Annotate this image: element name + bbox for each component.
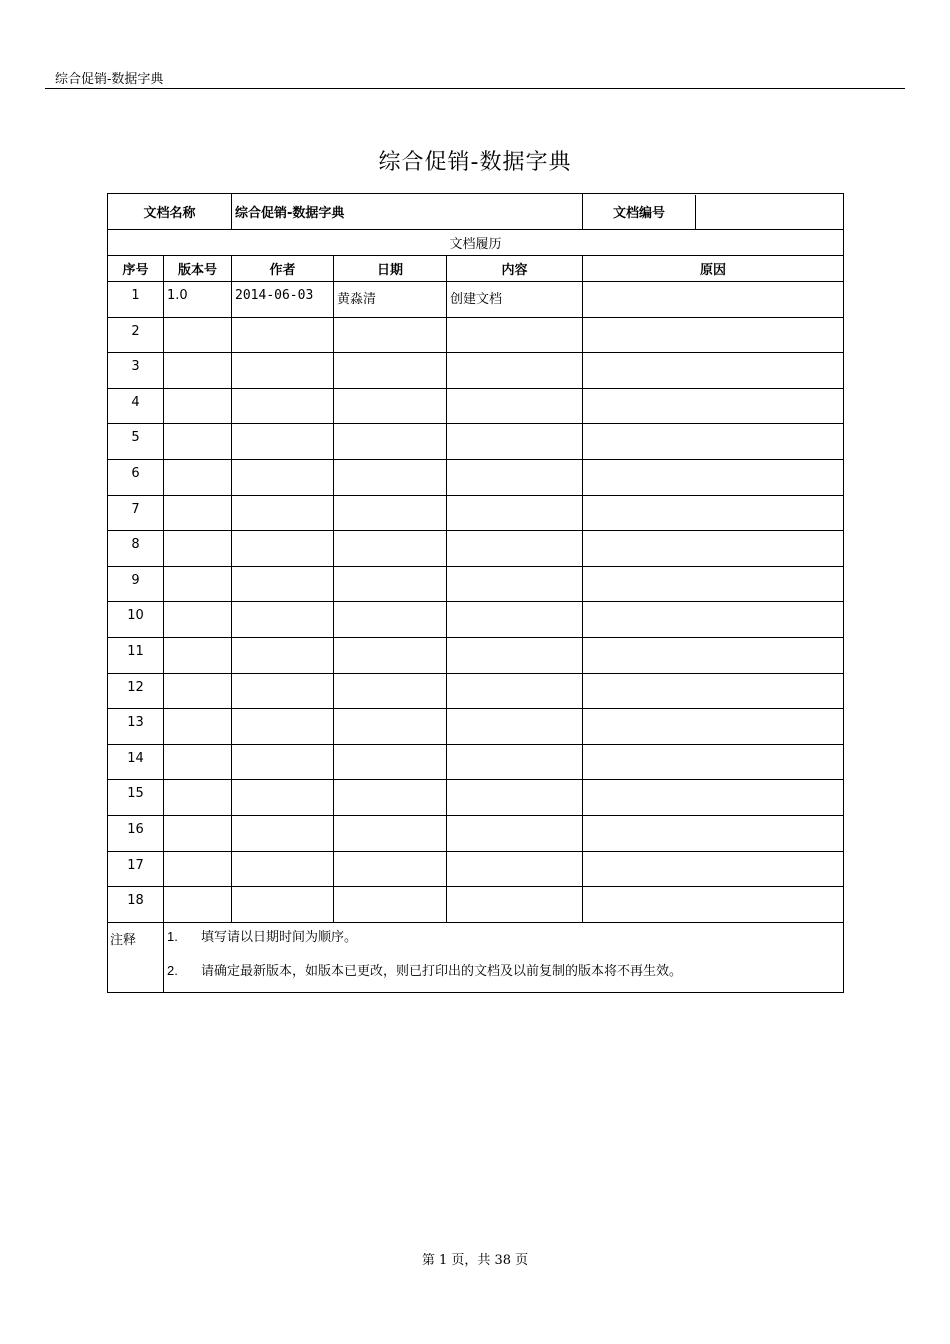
cell-date — [334, 317, 447, 353]
table-row — [108, 566, 844, 602]
cell-seq: 11 — [108, 637, 164, 673]
cell-content — [447, 673, 583, 709]
col-header-seq: 序号 — [108, 256, 164, 282]
table-row — [108, 424, 844, 460]
document-history-table — [107, 193, 844, 993]
col-header-version: 版本号 — [164, 256, 232, 282]
cell-date — [334, 744, 447, 780]
table-row — [108, 887, 844, 923]
notes-label: 注释 — [108, 922, 164, 992]
cell-date — [334, 495, 447, 531]
cell-reason — [583, 602, 844, 638]
cell-content — [447, 744, 583, 780]
doc-number-value — [696, 195, 843, 229]
notes-row — [108, 922, 844, 992]
cell-date — [334, 815, 447, 851]
cell-author — [232, 459, 334, 495]
cell-reason — [583, 815, 844, 851]
cell-reason — [583, 887, 844, 923]
cell-seq: 9 — [108, 566, 164, 602]
cell-reason — [583, 780, 844, 816]
history-caption-row — [108, 230, 844, 256]
cell-version — [164, 637, 232, 673]
note-item — [164, 957, 843, 991]
cell-reason — [583, 388, 844, 424]
cell-version — [164, 744, 232, 780]
cell-author — [232, 353, 334, 389]
cell-seq: 8 — [108, 531, 164, 567]
cell-content — [447, 317, 583, 353]
cell-date — [334, 424, 447, 460]
table-row — [108, 602, 844, 638]
table-row — [108, 317, 844, 353]
cell-seq: 6 — [108, 459, 164, 495]
cell-seq: 4 — [108, 388, 164, 424]
cell-seq: 18 — [108, 887, 164, 923]
cell-date — [334, 531, 447, 567]
note-item — [164, 923, 843, 957]
cell-reason — [583, 495, 844, 531]
doc-number-cell — [583, 194, 844, 230]
cell-seq: 12 — [108, 673, 164, 709]
cell-content — [447, 637, 583, 673]
cell-date — [334, 673, 447, 709]
col-header-date: 日期 — [334, 256, 447, 282]
cell-date — [334, 851, 447, 887]
cell-seq: 5 — [108, 424, 164, 460]
cell-seq: 17 — [108, 851, 164, 887]
cell-author — [232, 709, 334, 745]
cell-version — [164, 815, 232, 851]
cell-author — [232, 815, 334, 851]
notes-cell — [164, 922, 844, 992]
cell-date — [334, 388, 447, 424]
header-divider — [45, 88, 905, 89]
table-row — [108, 815, 844, 851]
table-row — [108, 709, 844, 745]
cell-version — [164, 851, 232, 887]
cell-seq: 2 — [108, 317, 164, 353]
table-row — [108, 673, 844, 709]
cell-date — [334, 566, 447, 602]
history-header-row — [108, 256, 844, 282]
cell-version — [164, 709, 232, 745]
cell-content — [447, 815, 583, 851]
cell-author — [232, 388, 334, 424]
cell-version — [164, 424, 232, 460]
table-row — [108, 744, 844, 780]
cell-content — [447, 566, 583, 602]
table-row — [108, 851, 844, 887]
cell-content — [447, 424, 583, 460]
cell-content — [447, 709, 583, 745]
cell-author — [232, 602, 334, 638]
cell-author: 2014-06-03 — [232, 282, 334, 318]
cell-date: 黄淼清 — [334, 282, 447, 318]
cell-content — [447, 495, 583, 531]
note-text: 请确定最新版本，如版本已更改，则已打印出的文档及以前复制的版本将不再生效。 — [201, 963, 683, 979]
cell-version — [164, 673, 232, 709]
table-row — [108, 780, 844, 816]
table-row — [108, 637, 844, 673]
cell-date — [334, 353, 447, 389]
cell-author — [232, 531, 334, 567]
cell-seq: 7 — [108, 495, 164, 531]
cell-content — [447, 353, 583, 389]
cell-author — [232, 637, 334, 673]
cell-version: 1.0 — [164, 282, 232, 318]
cell-author — [232, 887, 334, 923]
cell-version — [164, 531, 232, 567]
cell-reason — [583, 744, 844, 780]
cell-content — [447, 780, 583, 816]
cell-author — [232, 780, 334, 816]
cell-reason — [583, 709, 844, 745]
doc-info-row — [108, 194, 844, 230]
note-number: 1. — [167, 928, 178, 944]
cell-seq: 10 — [108, 602, 164, 638]
cell-content — [447, 531, 583, 567]
cell-author — [232, 566, 334, 602]
cell-seq: 3 — [108, 353, 164, 389]
cell-version — [164, 353, 232, 389]
cell-reason — [583, 282, 844, 318]
cell-reason — [583, 566, 844, 602]
doc-name-value-cell — [232, 194, 583, 230]
cell-author — [232, 851, 334, 887]
cell-reason — [583, 673, 844, 709]
cell-content — [447, 887, 583, 923]
doc-name-label: 文档名称 — [108, 194, 232, 230]
col-header-author: 作者 — [232, 256, 334, 282]
cell-reason — [583, 353, 844, 389]
table-row — [108, 282, 844, 318]
col-header-content: 内容 — [447, 256, 583, 282]
doc-name-value: 综合促销-数据字典 — [235, 206, 345, 221]
cell-reason — [583, 424, 844, 460]
cell-author — [232, 744, 334, 780]
cell-version — [164, 566, 232, 602]
history-caption: 文档履历 — [108, 230, 844, 256]
cell-content — [447, 851, 583, 887]
cell-version — [164, 495, 232, 531]
cell-author — [232, 424, 334, 460]
cell-date — [334, 780, 447, 816]
table-row — [108, 495, 844, 531]
cell-date — [334, 887, 447, 923]
cell-date — [334, 709, 447, 745]
note-text: 填写请以日期时间为顺序。 — [201, 929, 358, 945]
table-row — [108, 388, 844, 424]
table-row — [108, 459, 844, 495]
cell-author — [232, 317, 334, 353]
cell-content — [447, 602, 583, 638]
cell-seq: 1 — [108, 282, 164, 318]
cell-date — [334, 602, 447, 638]
cell-content: 创建文档 — [447, 282, 583, 318]
note-number: 2. — [167, 962, 178, 978]
cell-version — [164, 388, 232, 424]
cell-version — [164, 887, 232, 923]
cell-seq: 15 — [108, 780, 164, 816]
cell-author — [232, 495, 334, 531]
cell-reason — [583, 851, 844, 887]
cell-content — [447, 388, 583, 424]
cell-version — [164, 317, 232, 353]
doc-number-label: 文档编号 — [583, 195, 696, 229]
history-rows — [108, 282, 844, 923]
cell-content — [447, 459, 583, 495]
document-title: 综合促销-数据字典 — [378, 150, 572, 175]
cell-date — [334, 637, 447, 673]
cell-version — [164, 459, 232, 495]
cell-reason — [583, 459, 844, 495]
table-row — [108, 531, 844, 567]
table-row — [108, 353, 844, 389]
cell-reason — [583, 637, 844, 673]
cell-seq: 13 — [108, 709, 164, 745]
cell-reason — [583, 531, 844, 567]
cell-reason — [583, 317, 844, 353]
col-header-reason: 原因 — [583, 256, 844, 282]
page-footer: 第 1 页，共 38 页 — [421, 1253, 529, 1268]
running-header: 综合促销-数据字典 — [55, 72, 164, 87]
cell-seq: 14 — [108, 744, 164, 780]
cell-version — [164, 780, 232, 816]
cell-author — [232, 673, 334, 709]
cell-date — [334, 459, 447, 495]
cell-seq: 16 — [108, 815, 164, 851]
cell-version — [164, 602, 232, 638]
